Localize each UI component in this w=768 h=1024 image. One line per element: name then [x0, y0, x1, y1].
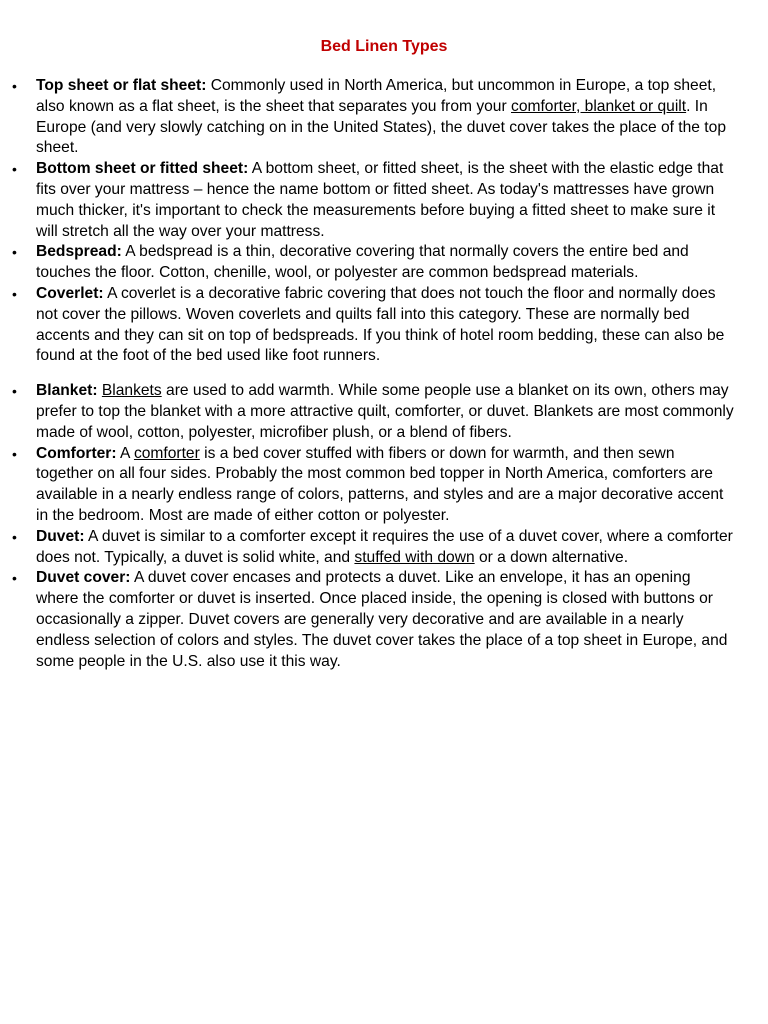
bullet-icon: • — [12, 244, 17, 261]
term-label: Bedspread: — [36, 243, 122, 261]
term-label: Blanket: — [36, 382, 98, 400]
item-text: A coverlet is a decorative fabric covering that does not touch the floor and normally does not cover the pillows. Woven coverlets and quilts fall into this category. These are normally bed accents and they can sit on top of bedspreads. If you think of hotel room bedding, these can also be found at the foot of the bed used like foot runners. — [36, 284, 725, 365]
comforter-link[interactable]: comforter — [133, 444, 200, 462]
list-item-top-sheet — [12, 76, 736, 159]
bullet-icon: • — [12, 570, 17, 587]
list-item-bedspread — [12, 242, 736, 284]
bullet-icon: • — [12, 528, 17, 545]
item-text: A duvet cover encases and protects a duvet. Like an envelope, it has an opening where the comforter or duvet is inserted. Once placed inside, the opening is closed with buttons or occasionally a zipper. Duvet covers are generally very decorative and are available in a nearly endless selection of colors and styles. The duvet cover takes the place of a top sheet in Europe, and some people in the U.S. also use it this way. — [36, 569, 728, 670]
list-item-bottom-sheet — [12, 159, 736, 242]
term-label: Coverlet: — [36, 284, 104, 302]
item-text: A — [116, 444, 134, 462]
item-text: A bedspread is a thin, decorative covering that normally covers the entire bed and touches the floor. Cotton, chenille, wool, or polyester are common bedspread materials. — [36, 243, 689, 282]
bullet-icon: • — [12, 78, 17, 94]
item-text: A duvet is similar to a comforter except it requires the use of a duvet cover, where a comforter does not. Typically, a duvet is solid white, and — [36, 527, 733, 566]
item-text: or a down alternative. — [474, 548, 629, 566]
list-item-comforter — [12, 444, 736, 527]
item-text: is a bed cover stuffed with fibers or down for warmth, and then sewn together on all four sides. Probably the most common bed topper in North America, comforters are available in a nearly endless range of colors, patterns, and styles and are a major decorative accent in the bedroom. Most are made of either cotton or polyester. — [36, 444, 724, 524]
term-label: Bottom sheet or fitted sheet: — [36, 160, 249, 178]
blankets-link[interactable]: Blankets — [101, 382, 162, 400]
bullet-icon: • — [12, 285, 17, 302]
stuffed-with-down-link[interactable]: stuffed with down — [354, 548, 475, 566]
list-item-duvet-cover — [12, 568, 736, 672]
bed-linen-list — [12, 76, 736, 672]
bullet-icon: • — [12, 445, 17, 462]
item-text: are used to add warmth. While some people use a blanket on its own, others may prefer to top the blanket with a more attractive quilt, comforter, or duvet. Blankets are most commonly made of wool, cotton, polyester, microfiber plush, or a blend of fibers. — [36, 382, 734, 441]
item-text: Commonly used in North America, but uncommon in Europe, a top sheet, also known as a flat sheet, is the sheet that separates you from your — [36, 77, 717, 115]
term-label: Duvet: — [36, 527, 85, 545]
bullet-icon: • — [12, 383, 17, 400]
term-label: Comforter: — [36, 444, 117, 462]
bullet-icon: • — [12, 161, 17, 178]
term-label: Top sheet or flat sheet: — [36, 77, 207, 94]
list-item-blanket — [12, 381, 736, 443]
comforter-blanket-quilt-link[interactable]: comforter, blanket or quilt — [511, 97, 687, 115]
item-text: A bottom sheet, or fitted sheet, is the sheet with the elastic edge that fits over your mattress – hence the name bottom or fitted sheet. As today's mattresses have grown much thicker, it's important to check the measurements before buying a fitted sheet to make sure it will stretch all the way over your mattress. — [36, 160, 724, 240]
term-label: Duvet cover: — [36, 569, 131, 587]
list-item-duvet — [12, 527, 736, 569]
page-title: Bed Linen Types — [320, 38, 448, 55]
list-item-coverlet — [12, 284, 736, 367]
item-text: . In Europe (and very slowly catching on in the United States), the duvet cover takes the place of the top sheet. — [36, 97, 726, 157]
